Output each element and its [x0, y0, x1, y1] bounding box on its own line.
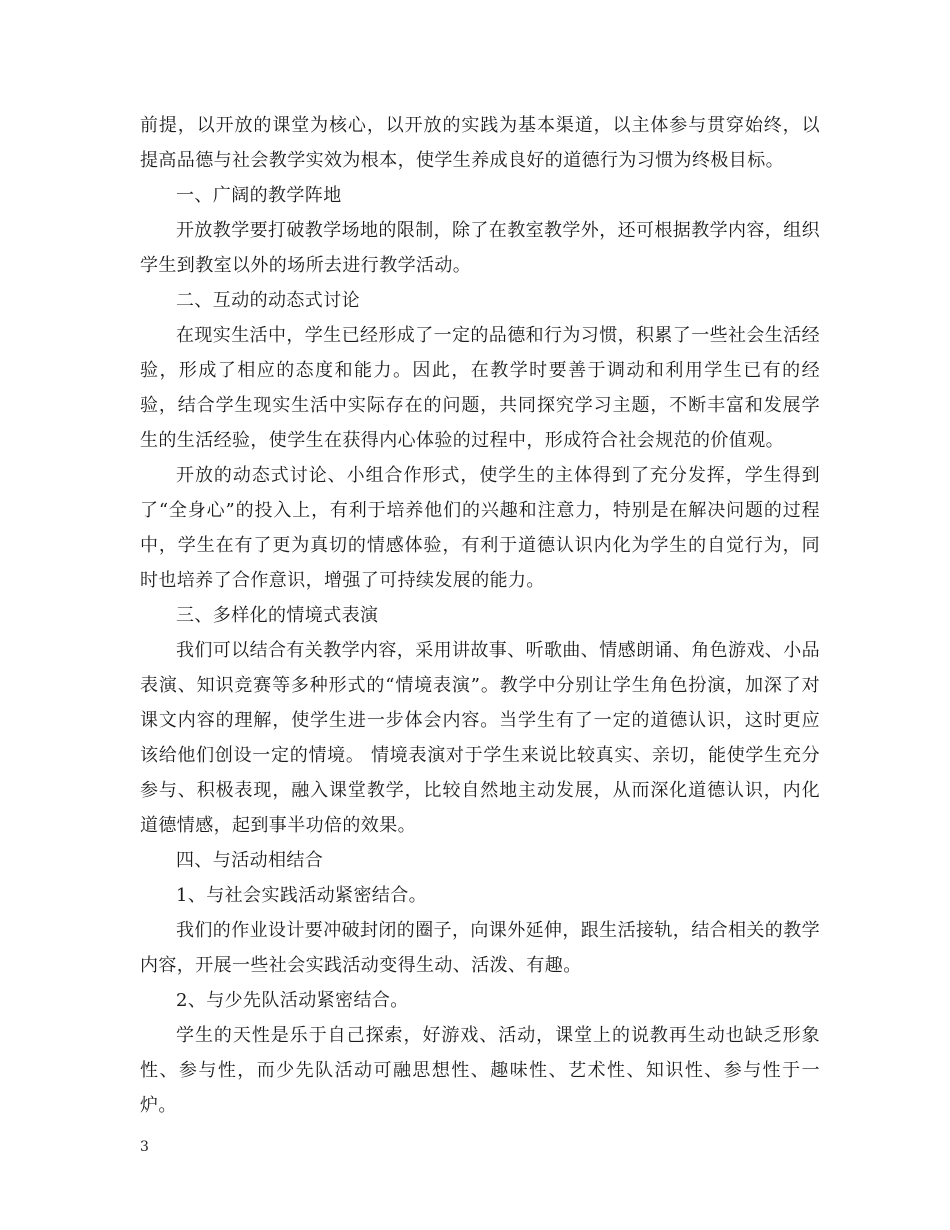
- subheading-1: 1、与社会实践活动紧密结合。: [176, 885, 428, 906]
- paragraph-6: 我们的作业设计要冲破封闭的圈子，向课外延伸，跟生活接轨，结合相关的教学内容，开展一些社会实践活动变得生动、活泼、有趣。: [140, 920, 820, 976]
- heading-3: 三、多样化的情境式表演: [176, 605, 379, 626]
- heading-4: 四、与活动相结合: [176, 850, 324, 871]
- paragraph-2: 开放教学要打破教学场地的限制，除了在教室教学外，还可根据教学内容，组织学生到教室以外的场所去进行教学活动。: [140, 220, 820, 276]
- subheading-2: 2、与少先队活动紧密结合。: [176, 990, 409, 1011]
- paragraph-5: 我们可以结合有关教学内容，采用讲故事、听歌曲、情感朗诵、角色游戏、小品表演、知识竞赛等多种形式的“情境表演”。教学中分别让学生角色扮演，加深了对课文内容的理解，使学生进一步体会内容。当学生有了一定的道德认识，这时更应该给他们创设一定的情境。 情境表演对于学生来说比较真实、亲切，能使学生充分参与、积极表现，融入课堂教学，比较自然地主动发展，从而深化道德认识，内化道德情感，起到事半功倍的效果。: [140, 640, 820, 836]
- heading-1: 一、广阔的教学阵地: [176, 185, 342, 206]
- paragraph-3: 在现实生活中，学生已经形成了一定的品德和行为习惯，积累了一些社会生活经验，形成了相应的态度和能力。因此，在教学时要善于调动和利用学生已有的经验，结合学生现实生活中实际存在的问题，共同探究学习主题，不断丰富和发展学生的生活经验，使学生在获得内心体验的过程中，形成符合社会规范的价值观。: [140, 325, 820, 451]
- heading-2: 二、互动的动态式讨论: [176, 290, 360, 311]
- paragraph-1: 前提，以开放的课堂为核心，以开放的实践为基本渠道，以主体参与贯穿始终，以提高品德与社会教学实效为根本，使学生养成良好的道德行为习惯为终极目标。: [140, 115, 820, 171]
- paragraph-7: 学生的天性是乐于自己探索，好游戏、活动，课堂上的说教再生动也缺乏形象性、参与性，而少先队活动可融思想性、趣味性、艺术性、知识性、参与性于一炉。: [140, 1025, 820, 1116]
- paragraph-4: 开放的动态式讨论、小组合作形式，使学生的主体得到了充分发挥，学生得到了“全身心”的投入上，有利于培养他们的兴趣和注意力，特别是在解决问题的过程中，学生在有了更为真切的情感体验，有利于道德认识内化为学生的自觉行为，同时也培养了合作意识，增强了可持续发展的能力。: [140, 465, 820, 591]
- page-number: 3: [140, 1139, 149, 1155]
- body-text: [140, 108, 820, 1123]
